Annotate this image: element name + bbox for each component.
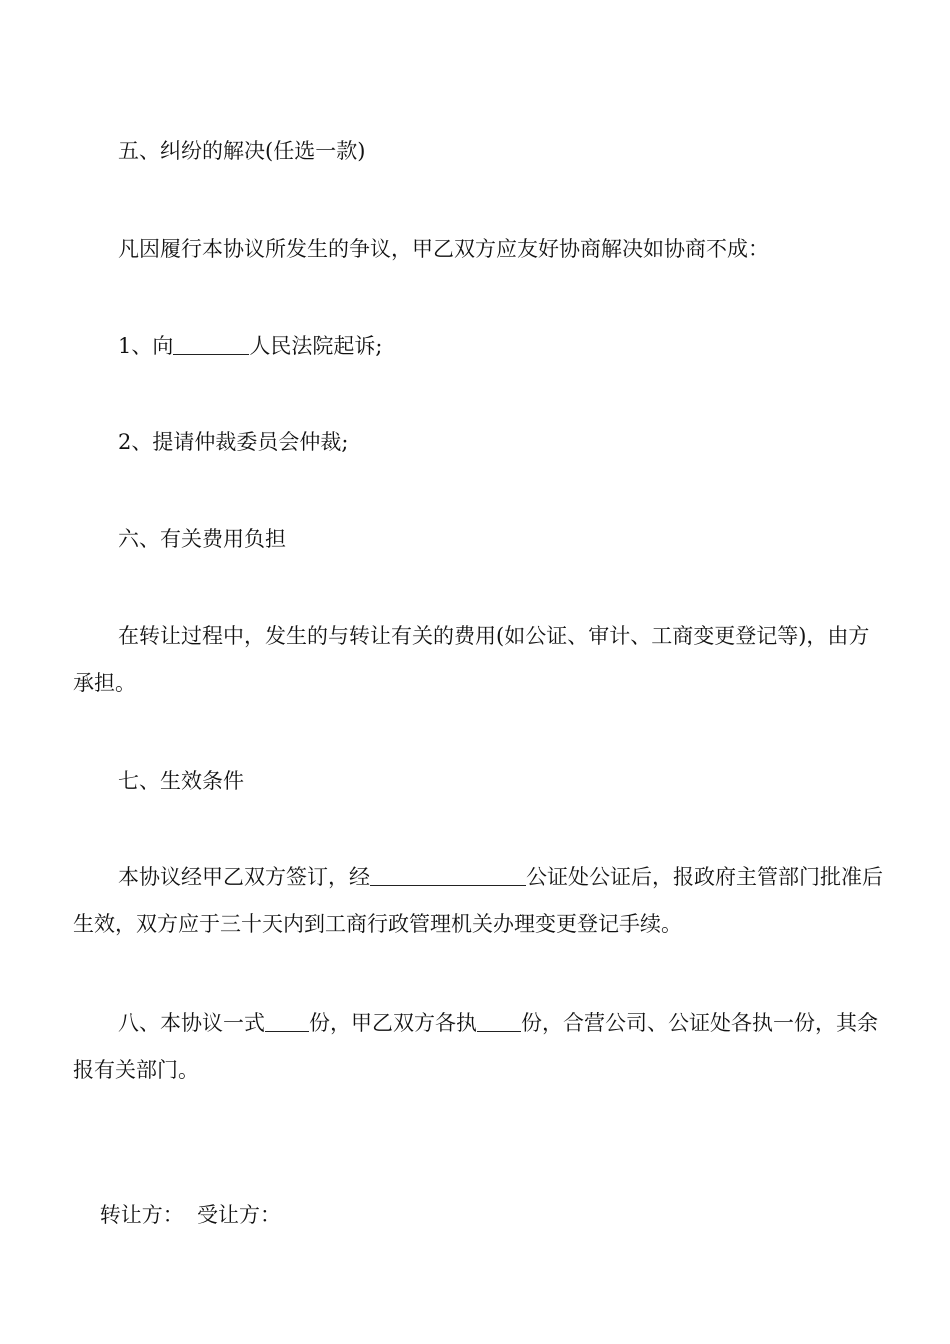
section-5-heading	[73, 128, 885, 175]
copies-each-blank-line	[477, 1011, 521, 1032]
section-8-middle: 份，甲乙双方各执	[309, 1011, 477, 1035]
section-7-heading-text: 七、生效条件	[118, 769, 244, 793]
signature-line	[73, 1145, 885, 1286]
court-blank-line	[173, 334, 249, 355]
option-1-suffix: 人民法院起诉;	[249, 334, 383, 358]
section-7-body-suffix: 公证处公证后，报政府主管部门批准后生效，双方应于三十天内到工商行政管理机关办理变更登记手续。	[73, 865, 883, 936]
option-1-prefix: 1、向	[118, 334, 174, 358]
section-8-body	[73, 1000, 885, 1094]
signature-parties-text: 转让方： 受让方：	[99, 1203, 282, 1227]
option-2-text: 2、提请仲裁委员会仲裁;	[118, 430, 349, 454]
section-6-heading-text: 六、有关费用负担	[118, 527, 286, 551]
section-7-heading	[73, 758, 885, 805]
section-8-suffix: 份，合营公司、公证处各执一份，其余报有关部门。	[73, 1011, 878, 1082]
copies-total-blank-line	[265, 1011, 309, 1032]
section-5-heading-text: 五、纠纷的解决(任选一款)	[118, 139, 366, 163]
section-7-body	[73, 854, 885, 948]
section-7-body-prefix: 本协议经甲乙双方签订，经	[118, 865, 370, 889]
section-5-option-2	[73, 419, 885, 466]
section-5-option-1	[73, 323, 885, 370]
section-5-body-text: 凡因履行本协议所发生的争议，甲乙双方应友好协商解决如协商不成：	[118, 237, 769, 261]
section-6-heading	[73, 516, 885, 563]
section-5-body	[73, 226, 885, 273]
section-6-body-text: 在转让过程中，发生的与转让有关的费用(如公证、审计、工商变更登记等)，由方承担。	[73, 624, 870, 695]
section-6-body	[73, 613, 885, 707]
section-8-prefix: 八、本协议一式	[118, 1011, 265, 1035]
notary-blank-line	[370, 865, 526, 886]
